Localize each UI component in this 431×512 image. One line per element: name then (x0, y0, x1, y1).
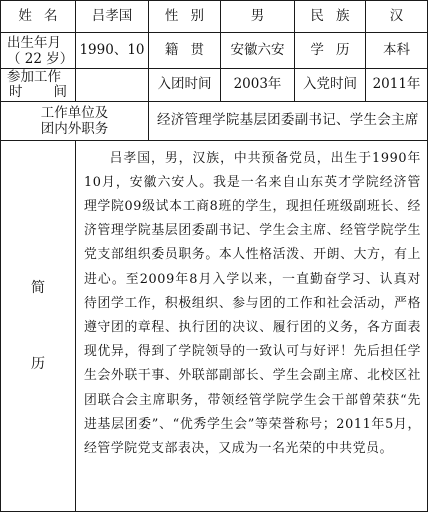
origin-value: 安徽六安 (221, 33, 295, 69)
party-join-label: 入党时间 (295, 69, 366, 102)
ethnicity-value: 汉 (366, 1, 428, 33)
ethnicity-label-cell (295, 1, 366, 33)
work-start-value (76, 69, 149, 102)
name-label-cell (1, 1, 76, 33)
work-start-label-cell (1, 69, 76, 102)
birth-label-line1: 出生年月 (7, 34, 61, 51)
education-label: 学历 (310, 41, 362, 58)
education-label-cell (295, 33, 366, 69)
education-value: 本科 (366, 33, 428, 69)
league-join-value: 2003年 (221, 69, 295, 102)
resume-body-cell (76, 140, 428, 511)
gender-label: 性别 (164, 7, 217, 24)
work-start-label-line2 (1, 85, 75, 101)
name-label: 姓名 (18, 7, 70, 24)
gender-value: 男 (221, 1, 295, 33)
resume-label-gap (1, 298, 75, 354)
duty-label-line1: 工作单位及 (40, 104, 109, 121)
work-start-label-char-a: 时 (9, 84, 23, 100)
table-row-dates (1, 69, 428, 102)
resume-text: 吕孝国，男，汉族，中共预备党员，出生于1990年10月，安徽六安人。我是一名来自山东英才学院经济管理学院09级试本工商8班的学生，现担任班级副班长、经济管理学院基层团委副书记、学生会主席、经管学院学生党支部组织委员职务。本人性格活泼、开朗、大方，有上进心。至2009年8月入学以来，一直勤奋学习、认真对待团学工作，积极组织、参与团的工作和社会活动，严格遵守团的章程、执行团的决议、履行团的义务，各方面表现优异，得到了学院领导的一致认可与好评！先后担任学生会外联干事、外联部副部长、学生会副主席、北校区社团联合会主席职务，带领经管学院学生会干部曾荣获“先进基层团委”、“优秀学生会”等荣誉称号；2011年5月，经管学院党支部表决，又成为一名光荣的中共党员。 (84, 150, 421, 456)
party-join-value: 2011年 (366, 69, 428, 102)
duty-value: 经济管理学院基层团委副书记、学生会主席 (149, 101, 428, 140)
birth-value: 1990、10 (76, 33, 149, 69)
birth-label-age: （ 22 岁） (7, 50, 74, 67)
duty-label-cell (1, 101, 149, 140)
origin-label: 籍贯 (164, 41, 217, 58)
work-start-label-line1: 参加工作 (7, 69, 61, 85)
table-row-resume (1, 140, 428, 511)
league-join-label: 入团时间 (149, 69, 221, 102)
table-row-basic-info (1, 1, 428, 33)
birth-label-cell (1, 33, 76, 69)
resume-label-cell (1, 140, 76, 511)
resume-label-char1: 简 (31, 279, 45, 296)
table-row-birth-origin (1, 33, 428, 69)
name-value: 吕孝国 (76, 1, 149, 33)
duty-label-line2: 团内外职务 (40, 120, 109, 137)
table-row-duties (1, 101, 428, 140)
ethnicity-label: 民族 (310, 7, 362, 24)
resume-label-char2: 历 (31, 355, 45, 372)
gender-label-cell (149, 1, 221, 33)
origin-label-cell (149, 33, 221, 69)
work-start-label-char-b: 间 (53, 84, 67, 100)
